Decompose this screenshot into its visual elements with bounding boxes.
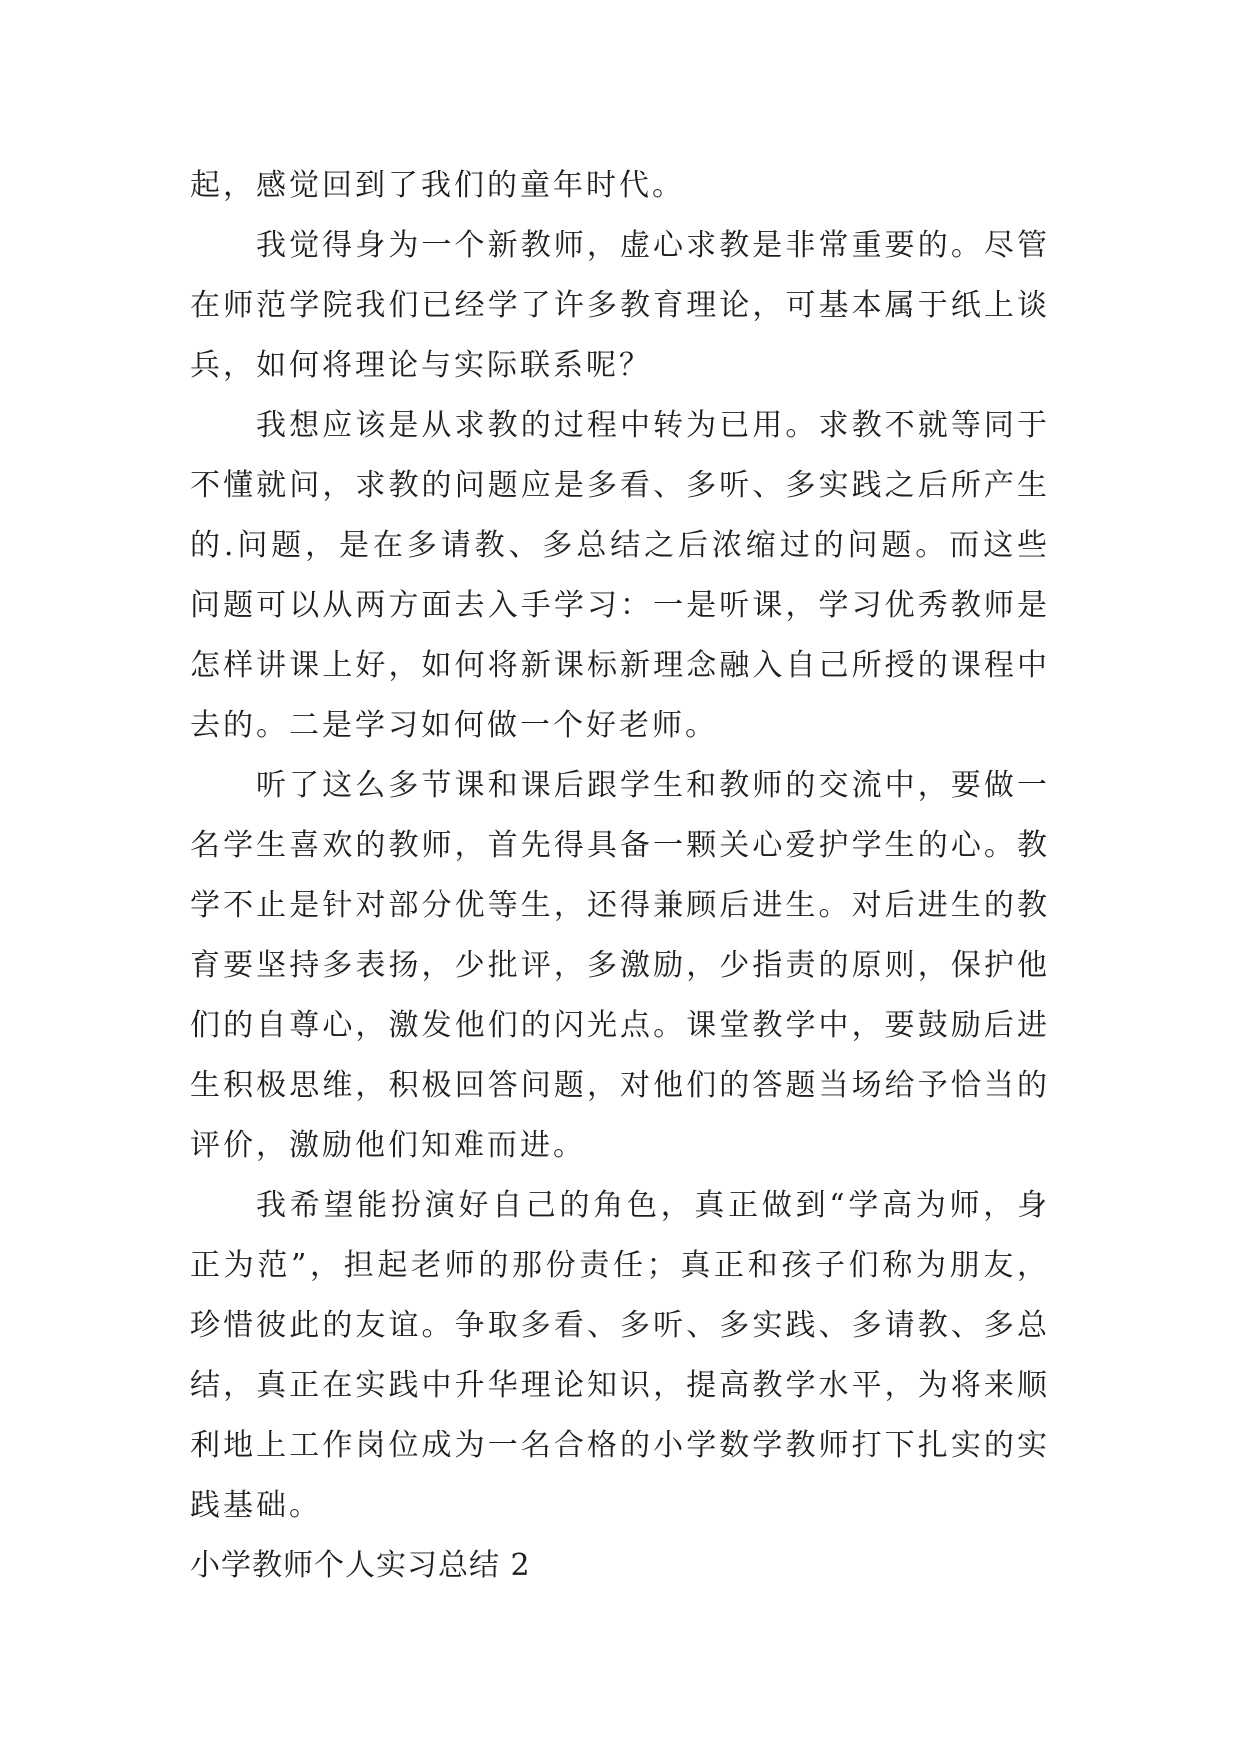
paragraph-good-teacher: 听了这么多节课和课后跟学生和教师的交流中，要做一名学生喜欢的教师，首先得具备一颗关心爱护学生的心。教学不止是针对部分优等生，还得兼顾后进生。对后进生的教育要坚持多表扬，少批评，多激励，少指责的原则，保护他们的自尊心，激发他们的闪光点。课堂教学中，要鼓励后进生积极思维，积极回答问题，对他们的答题当场给予恰当的评价，激励他们知难而进。 (190, 768, 1050, 1163)
paragraph-seeking-advice: 我想应该是从求教的过程中转为已用。求教不就等同于不懂就问，求教的问题应是多看、多听、多实践之后所产生的.问题，是在多请教、多总结之后浓缩过的问题。而这些问题可以从两方面去入手学习：一是听课，学习优秀教师是怎样讲课上好，如何将新课标新理念融入自己所授的课程中去的。二是学习如何做一个好老师。 (190, 408, 1050, 743)
paragraph-humble-learning: 我觉得身为一个新教师，虚心求教是非常重要的。尽管在师范学院我们已经学了许多教育理论，可基本属于纸上谈兵，如何将理论与实际联系呢？ (190, 228, 1050, 383)
document-body (190, 156, 1050, 1596)
section-heading: 小学教师个人实习总结 2 (190, 1548, 531, 1583)
paragraph-continuation: 起，感觉回到了我们的童年时代。 (190, 168, 685, 203)
paragraph-aspiration: 我希望能扮演好自己的角色，真正做到“学高为师，身正为范”，担起老师的那份责任；真正和孩子们称为朋友，珍惜彼此的友谊。争取多看、多听、多实践、多请教、多总结，真正在实践中升华理论知识，提高教学水平，为将来顺利地上工作岗位成为一名合格的小学数学教师打下扎实的实践基础。 (190, 1188, 1050, 1523)
